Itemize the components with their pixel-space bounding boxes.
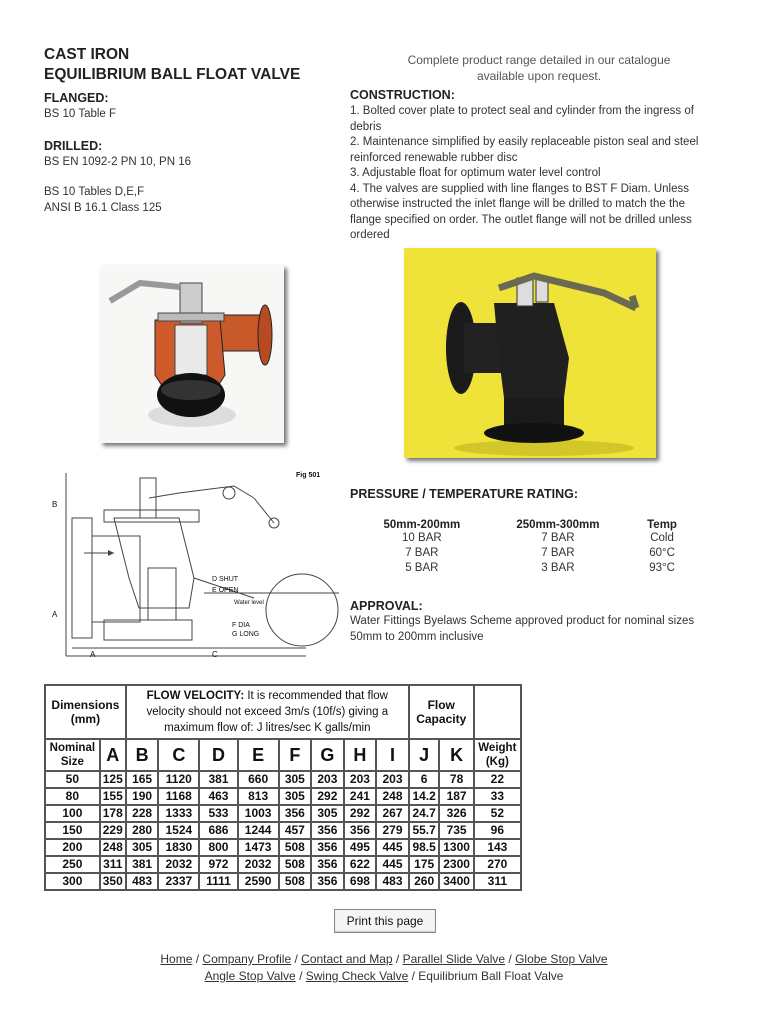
dimensions-cell: 305: [126, 839, 159, 856]
dimensions-cell: 150: [45, 822, 100, 839]
dimensions-cell: 445: [376, 856, 409, 873]
col-header-d: D: [199, 739, 237, 771]
footer-separator: /: [295, 969, 306, 983]
dimensions-cell: 280: [126, 822, 159, 839]
dimensions-table: [44, 684, 522, 891]
dimensions-cell: 190: [126, 788, 159, 805]
pressure-col-header: 50mm-200mm: [383, 519, 461, 531]
dimensions-cell: 508: [279, 839, 312, 856]
pressure-cell: 60°C: [649, 547, 675, 559]
dimensions-cell: 96: [474, 822, 521, 839]
pressure-col-header: 250mm-300mm: [516, 519, 600, 531]
approval-heading: APPROVAL:: [350, 599, 423, 613]
dimensions-cell: 972: [199, 856, 237, 873]
dimensions-cell: 178: [100, 805, 126, 822]
diagram-water-level: Water level: [234, 600, 264, 606]
drilled-heading: DRILLED:: [44, 139, 103, 153]
diagram-label-a: A: [52, 610, 58, 619]
dimensions-cell: 305: [279, 788, 312, 805]
dimensions-cell: 6: [409, 771, 440, 788]
footer-link-angle-stop[interactable]: Angle Stop Valve: [204, 969, 296, 983]
dimensions-cell: 250: [45, 856, 100, 873]
footer-nav-line-2: [0, 968, 768, 985]
dimensions-cell: 800: [199, 839, 237, 856]
dimensions-cell: 1244: [238, 822, 279, 839]
dimensions-body: [45, 771, 521, 890]
dimensions-row: [45, 788, 521, 805]
dimensions-cell: 2590: [238, 873, 279, 890]
pressure-col-header: Temp: [647, 519, 677, 531]
dimensions-cell: 187: [439, 788, 473, 805]
drilled-line-3: ANSI B 16.1 Class 125: [44, 202, 162, 214]
dimensions-row: [45, 805, 521, 822]
pressure-row: [356, 561, 696, 576]
pressure-cell: Cold: [650, 532, 674, 544]
dimensions-cell: 200: [45, 839, 100, 856]
pressure-cell: 93°C: [649, 562, 675, 574]
dimensions-cell: 98.5: [409, 839, 440, 856]
dimensions-cell: 1168: [158, 788, 199, 805]
pressure-header-row: [356, 519, 696, 531]
footer-nav-line-1: [0, 951, 768, 968]
pressure-table: [356, 519, 696, 576]
dimensions-cell: 203: [376, 771, 409, 788]
dimensions-cell: 50: [45, 771, 100, 788]
col-header-c: C: [158, 739, 199, 771]
dimensions-cell: 533: [199, 805, 237, 822]
col-header-k: K: [439, 739, 473, 771]
dimensions-cell: 356: [311, 839, 344, 856]
dimensions-cell: 1524: [158, 822, 199, 839]
dimensions-cell: 457: [279, 822, 312, 839]
title-line-1: CAST IRON: [44, 46, 130, 63]
title-line-2: EQUILIBRIUM BALL FLOAT VALVE: [44, 66, 301, 83]
dimensions-letter-row: [45, 739, 521, 771]
print-button[interactable]: Print this page: [334, 909, 436, 933]
catalogue-note: Complete product range detailed in our catalogue available upon request.: [407, 53, 671, 83]
dimensions-cell: 356: [311, 822, 344, 839]
pressure-cell: 5 BAR: [405, 562, 439, 574]
fig-label: Fig 501: [296, 472, 321, 479]
flow-capacity-header: Flow Capacity: [409, 685, 474, 739]
construction-item: 4. The valves are supplied with line flanges to BST F Diam. Unless otherwise instructed the inlet flange will be drilled to match the the flange specified on order. The outlet flange will not be drilled unless ordered: [350, 182, 692, 241]
pressure-cell: 7 BAR: [541, 547, 575, 559]
footer-link-company-profile[interactable]: Company Profile: [202, 952, 292, 966]
dimensions-cell: 311: [474, 873, 521, 890]
dimensions-cell: 1003: [238, 805, 279, 822]
footer-current-page: Equilibrium Ball Float Valve: [418, 969, 564, 983]
dimensions-cell: 292: [311, 788, 344, 805]
footer-link-parallel-slide[interactable]: Parallel Slide Valve: [402, 952, 506, 966]
dimensions-cell: 381: [199, 771, 237, 788]
flow-velocity-note: [126, 685, 409, 739]
col-header-g: G: [311, 739, 344, 771]
dimensions-cell: 100: [45, 805, 100, 822]
flanged-text: BS 10 Table F: [44, 108, 117, 120]
nominal-size-header: Nominal Size: [45, 739, 100, 771]
pressure-row: [356, 531, 696, 546]
construction-heading: CONSTRUCTION:: [350, 88, 455, 102]
dimensions-cell: 356: [311, 856, 344, 873]
construction-item: 1. Bolted cover plate to protect seal and cylinder from the ingress of debris: [350, 105, 694, 133]
weight-header: Weight (Kg): [474, 739, 521, 771]
dimensions-cell: 292: [344, 805, 377, 822]
dimensions-cell: 165: [126, 771, 159, 788]
dimensions-cell: 80: [45, 788, 100, 805]
diagram-label-g: G LONG: [232, 631, 260, 638]
dimensions-row: [45, 771, 521, 788]
dimensions-cell: 483: [376, 873, 409, 890]
dimensions-cell: 495: [344, 839, 377, 856]
dimensions-cell: 622: [344, 856, 377, 873]
dimensions-header-row: [45, 685, 521, 739]
dimensions-cell: 175: [409, 856, 440, 873]
col-header-a: A: [100, 739, 126, 771]
construction-list: [350, 104, 710, 244]
col-header-e: E: [238, 739, 279, 771]
col-header-b: B: [126, 739, 159, 771]
col-header-f: F: [279, 739, 312, 771]
dimensions-cell: 228: [126, 805, 159, 822]
valve-product-photo: [404, 248, 656, 458]
dimensions-cell: 22: [474, 771, 521, 788]
dimensions-header: Dimensions (mm): [45, 685, 126, 739]
footer-separator: /: [408, 969, 419, 983]
footer-link-home[interactable]: Home: [160, 952, 193, 966]
construction-item: 3. Adjustable float for optimum water level control: [350, 167, 601, 179]
construction-item: 2. Maintenance simplified by easily replaceable piston seal and steel reinforced renewable rubber disc: [350, 136, 699, 164]
dimensions-cell: 356: [311, 873, 344, 890]
dimensions-cell: 483: [126, 873, 159, 890]
dimensions-cell: 356: [344, 822, 377, 839]
dimensions-cell: 1300: [439, 839, 473, 856]
dimensions-cell: 660: [238, 771, 279, 788]
dimensions-cell: 203: [344, 771, 377, 788]
pressure-cell: 7 BAR: [405, 547, 439, 559]
dimensions-cell: 24.7: [409, 805, 440, 822]
pressure-heading: PRESSURE / TEMPERATURE RATING:: [350, 487, 579, 501]
dimensions-cell: 2337: [158, 873, 199, 890]
dimensions-cell: 2032: [158, 856, 199, 873]
dimensions-cell: 14.2: [409, 788, 440, 805]
footer-separator: /: [291, 952, 302, 966]
dimensions-cell: 241: [344, 788, 377, 805]
dimensions-cell: 2032: [238, 856, 279, 873]
pressure-cell: 7 BAR: [541, 532, 575, 544]
drilled-line-2: BS 10 Tables D,E,F: [44, 186, 145, 198]
dimensions-cell: 1830: [158, 839, 199, 856]
footer-link-contact[interactable]: Contact and Map: [301, 952, 393, 966]
dimensions-cell: 279: [376, 822, 409, 839]
dimensions-cell: 248: [376, 788, 409, 805]
dimensions-cell: 1111: [199, 873, 237, 890]
dimensions-cell: 305: [279, 771, 312, 788]
footer-link-swing-check[interactable]: Swing Check Valve: [305, 969, 409, 983]
dimensions-cell: 203: [311, 771, 344, 788]
flow-velocity-text: It is recommended that flow velocity should not exceed 3m/s (10f/s) giving a maximum flow of: J litres/sec K galls/min: [146, 690, 389, 734]
flow-velocity-label: FLOW VELOCITY:: [146, 690, 245, 702]
dimensions-cell: 698: [344, 873, 377, 890]
dimensions-cell: 1473: [238, 839, 279, 856]
dimensions-cell: 686: [199, 822, 237, 839]
dimensions-row: [45, 856, 521, 873]
dimensions-cell: 381: [126, 856, 159, 873]
footer-link-globe-stop[interactable]: Globe Stop Valve: [515, 952, 608, 966]
dimensions-cell: 350: [100, 873, 126, 890]
dimensions-row: [45, 839, 521, 856]
dimensions-cell: 735: [439, 822, 473, 839]
drilled-line-1: BS EN 1092-2 PN 10, PN 16: [44, 156, 192, 168]
pressure-cell: 10 BAR: [402, 532, 442, 544]
dimensions-cell: 1333: [158, 805, 199, 822]
dimensions-cell: 267: [376, 805, 409, 822]
diagram-label-f: F DIA: [232, 622, 250, 629]
page-title: [44, 45, 300, 85]
dimensions-cell: 305: [311, 805, 344, 822]
dimensions-row: [45, 873, 521, 890]
valve-dimension-diagram: [44, 468, 344, 664]
dimensions-cell: 125: [100, 771, 126, 788]
pressure-cell: 3 BAR: [541, 562, 575, 574]
col-header-h: H: [344, 739, 377, 771]
dimensions-cell: 52: [474, 805, 521, 822]
pressure-row: [356, 546, 696, 561]
dimensions-cell: 445: [376, 839, 409, 856]
diagram-label-e: E OPEN: [212, 587, 239, 594]
dimensions-cell: 248: [100, 839, 126, 856]
col-header-j: J: [409, 739, 440, 771]
dimensions-cell: 55.7: [409, 822, 440, 839]
dimensions-cell: 143: [474, 839, 521, 856]
diagram-label-c: C: [212, 650, 218, 659]
dimensions-cell: 311: [100, 856, 126, 873]
dimensions-row: [45, 822, 521, 839]
diagram-label-a-bottom: A: [90, 650, 96, 659]
dimensions-cell: 1120: [158, 771, 199, 788]
diagram-label-b: B: [52, 500, 58, 509]
flanged-heading: FLANGED:: [44, 91, 109, 105]
dimensions-cell: 3400: [439, 873, 473, 890]
dimensions-cell: 270: [474, 856, 521, 873]
dimensions-cell: 229: [100, 822, 126, 839]
approval-text: Water Fittings Byelaws Scheme approved product for nominal sizes 50mm to 200mm inclusive: [350, 615, 695, 643]
dimensions-cell: 326: [439, 805, 473, 822]
col-header-i: I: [376, 739, 409, 771]
footer-separator: /: [192, 952, 203, 966]
dimensions-cell: 155: [100, 788, 126, 805]
dimensions-cell: 813: [238, 788, 279, 805]
dimensions-cell: 300: [45, 873, 100, 890]
empty-header: [474, 685, 521, 739]
dimensions-cell: 508: [279, 856, 312, 873]
diagram-label-d: D SHUT: [212, 576, 239, 583]
dimensions-cell: 33: [474, 788, 521, 805]
valve-cutaway-photo: [100, 265, 284, 443]
dimensions-cell: 463: [199, 788, 237, 805]
dimensions-cell: 78: [439, 771, 473, 788]
dimensions-cell: 356: [279, 805, 312, 822]
footer-separator: /: [392, 952, 403, 966]
dimensions-cell: 2300: [439, 856, 473, 873]
dimensions-cell: 260: [409, 873, 440, 890]
dimensions-cell: 508: [279, 873, 312, 890]
footer-separator: /: [505, 952, 516, 966]
